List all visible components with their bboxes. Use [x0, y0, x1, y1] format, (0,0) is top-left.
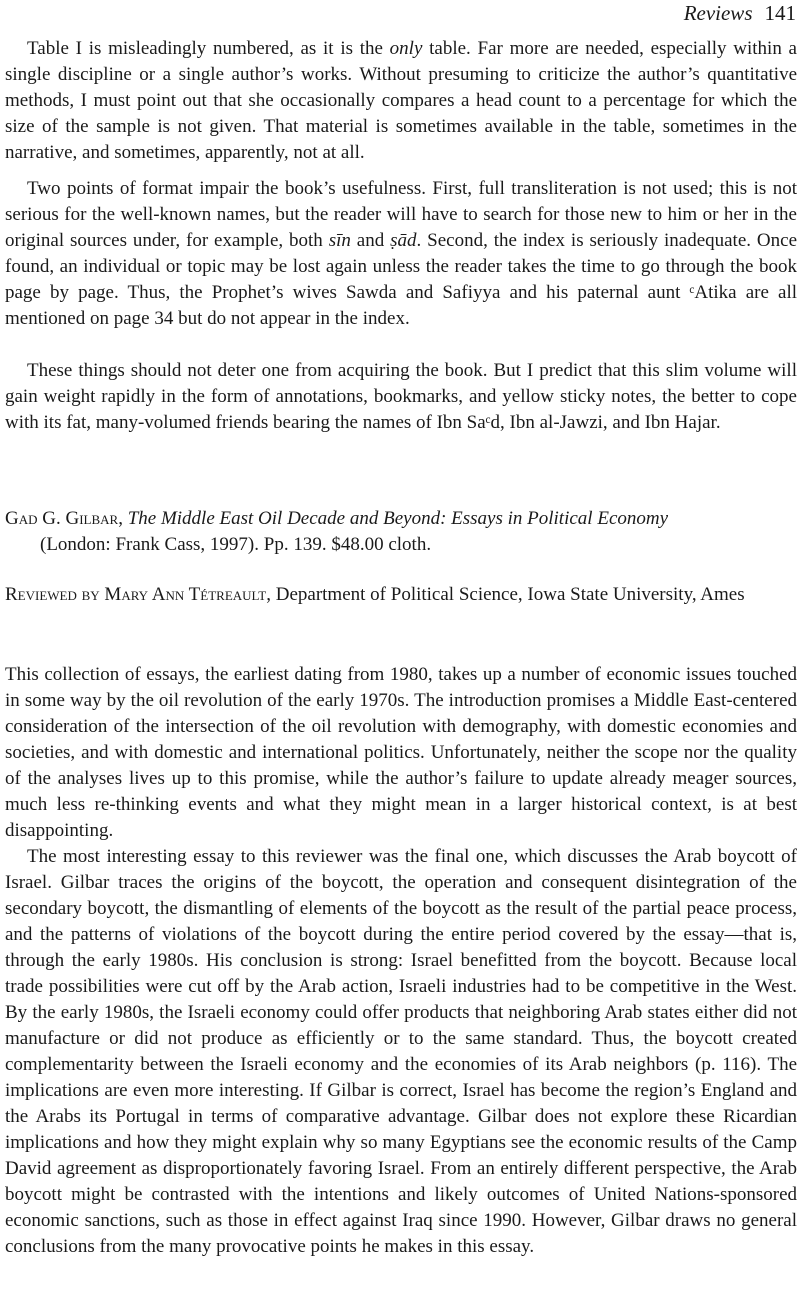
review2-paragraph-1: This collection of essays, the earliest dating from 1980, takes up a number of economic issues touched in some way by the oil revolution of the early 1970s. The introduction promises a Middle East-centered consideration of the intersection of the oil revolution with demography, with domestic economies and societies, and with domestic and international politics. Unfortunately, neither the scope nor the quality of the analyses lives up to this promise, while the author’s failure to update already meager sources, much less re-thinking events and what they might mean in a larger historical context, is at best disappointing.: [5, 664, 797, 841]
reviewer-line: [5, 582, 797, 608]
review1-paragraph-3: [5, 358, 797, 436]
transliteration-term: ṣād: [390, 230, 417, 251]
text-run: table. Far more are needed, especially within a single discipline or a single author’s works. Without presuming to criticize the author’s quantitative methods, I must point out that she occasionally compares a head count to a percentage for which the size of the sample is not given. That material is sometimes available in the table, sometimes in the narrative, and sometimes, apparently, not at all.: [5, 38, 797, 163]
transliteration-term: sīn: [328, 230, 351, 251]
book-author: Gad G. Gilbar,: [5, 508, 123, 529]
running-title: Reviews: [683, 1, 753, 25]
review1-paragraph-2: [5, 176, 797, 332]
running-header: [684, 0, 796, 26]
text-run: Table I is misleadingly numbered, as it is the: [27, 38, 390, 59]
book-title: The Middle East Oil Decade and Beyond: Essays in Political Economy: [127, 508, 669, 529]
text-run: These things should not deter one from acquiring the book. But I predict that this slim volume will gain weight rapidly in the form of annotations, bookmarks, and yellow sticky notes, the better to cope with its fat, many-volumed friends bearing the names of Ibn Saᶜd, Ibn al-Jawzi, and Ibn Hajar.: [5, 360, 797, 433]
page-number: 141: [764, 1, 796, 25]
emphasis: only: [389, 38, 423, 59]
text-run: Two points of format impair the book’s usefulness. First, full transliteration is not used; this is not serious for the well-known names, but the reader will have to search for those new to him or her in the original sources under, for example, both: [5, 178, 797, 251]
text-run: and: [350, 230, 391, 251]
book-details: (London: Frank Cass, 1997). Pp. 139. $48.00 cloth.: [40, 534, 432, 555]
reviewer-affiliation: Department of Political Science, Iowa State University, Ames: [270, 584, 745, 605]
review1-paragraph-1: [5, 36, 797, 166]
text-run: . Second, the index is seriously inadequate. Once found, an individual or topic may be lost again unless the reader takes the time to go through the book page by page. Thus, the Prophet’s wives Sawda and Safiyya and his paternal aunt ᶜAtika are all mentioned on page 34 but do not appear in the index.: [5, 230, 797, 329]
book-citation: [5, 506, 797, 558]
review2-paragraph-2: The most interesting essay to this reviewer was the final one, which discusses the Arab boycott of Israel. Gilbar traces the origins of the boycott, the operation and consequent disintegration of the secondary boycott, the dismantling of elements of the boycott as the result of the partial peace process, and the patterns of violations of the boycott during the entire period covered by the essay—that is, through the early 1980s. His conclusion is strong: Israel benefitted from the boycott. Because local trade possibilities were cut off by the Arab action, Israeli industries had to be competitive in the West. By the early 1980s, the Israeli economy could offer products that neighboring Arab states either did not manufacture or did not produce as efficiently or to the same standard. Thus, the boycott created complementarity between the Israeli economy and the economies of its Arab neighbors (p. 116). The implications are even more interesting. If Gilbar is correct, Israel has become the region’s England and the Arabs its Portugal in terms of comparative advantage. Gilbar does not explore these Ricardian implications and how they might explain why so many Egyptians see the economic results of the Camp David agreement as disproportionately favoring Israel. From an entirely different perspective, the Arab boycott might be contrasted with the intentions and likely outcomes of United Nations-sponsored economic sanctions, such as those in effect against Iraq since 1990. However, Gilbar draws no general conclusions from the many provocative points he makes in this essay.: [5, 846, 797, 1257]
reviewer-name: Reviewed by Mary Ann Tétreault,: [5, 584, 271, 605]
